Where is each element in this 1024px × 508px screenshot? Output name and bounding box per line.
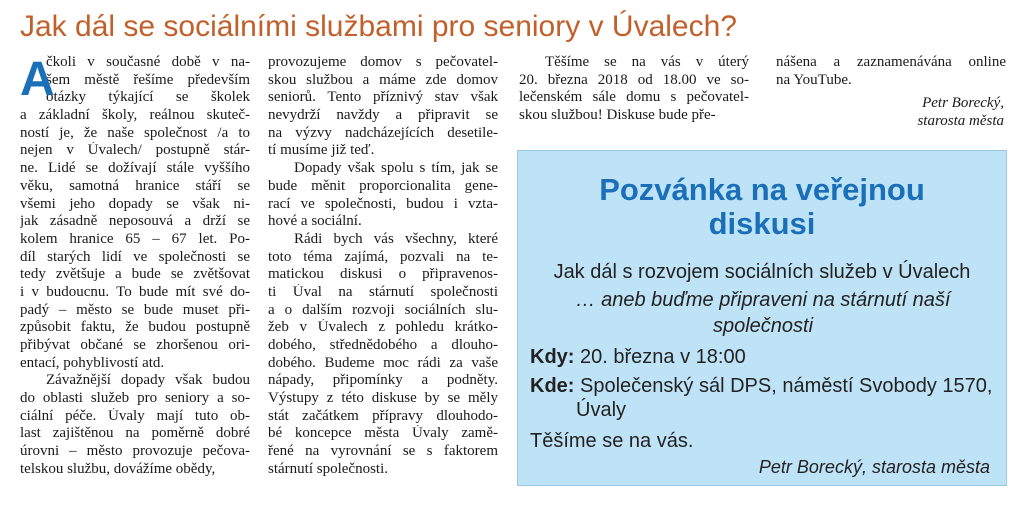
- tagline-line-2: společnosti: [712, 315, 814, 337]
- text-line: skou službou a máme zde domov: [268, 71, 498, 88]
- text-line: na YouTube.: [776, 71, 852, 88]
- text-line: Těšíme se na vás v úterý: [545, 54, 749, 70]
- article-headline: Jak dál se sociálními službami pro seniory v Úvalech?: [20, 10, 737, 43]
- text-line: všemi jeho dopady se však ni-: [20, 195, 250, 212]
- text-line: dobého. Budeme moc rádi za vaše: [268, 354, 498, 371]
- text-line: a o dalším rozvoji sociálních slu-: [268, 301, 498, 318]
- invitation-when: [530, 345, 746, 369]
- dropcap: A: [20, 53, 55, 106]
- invitation-title: [518, 173, 1006, 241]
- text-line: ností je, že naše společnost /a to: [20, 124, 250, 141]
- text-line: telskou službu, dovážíme obědy,: [20, 460, 216, 477]
- text-line: ciální péče. Úvaly mají tuto ob-: [20, 407, 250, 424]
- invitation-closing: Těšíme se na vás.: [530, 430, 694, 452]
- text-line: úrovni – město provozuje pečova-: [20, 443, 250, 460]
- text-line: do oblasti služeb pro seniory a so-: [20, 390, 250, 407]
- text-line: ne. Lidé se dožívají stále vyššího: [20, 160, 250, 177]
- text-line: díl starých lidí ve společnosti se: [20, 248, 250, 265]
- text-line: kolem hranice 65 – 67 let. Po-: [20, 230, 250, 247]
- where-value: Společenský sál DPS, náměstí Svobody 1570,: [580, 375, 993, 397]
- invitation-title-line-1: Pozvánka na veřejnou: [599, 172, 925, 207]
- text-line: otázky týkající se školek: [46, 89, 250, 106]
- text-line: a základní školy, reálnou skuteč-: [20, 107, 250, 124]
- text-line: hové a sociální.: [268, 213, 362, 230]
- signature-role: starosta města: [917, 113, 1004, 129]
- text-line: Rádi bych vás všechny, které: [294, 230, 498, 247]
- text-line: matickou diskusi o připravenos-: [268, 266, 498, 283]
- text-line: nášena a zaznamenávána online: [776, 54, 1006, 70]
- text-line: čkoli v současné době v na-: [46, 54, 250, 70]
- text-line: seniorů. Tento příznivý stav však: [268, 89, 498, 106]
- article-column-2: [268, 54, 498, 479]
- text-line: bé koncepce města Úvaly zamě-: [268, 425, 498, 442]
- text-line: Závažnější dopady však budou: [46, 372, 250, 389]
- invitation-where: [530, 374, 992, 398]
- when-label: Kdy:: [530, 346, 575, 368]
- invitation-signature: Petr Borecký, starosta města: [758, 457, 990, 477]
- text-line: tedy zvětšuje a bude se zvětšovat: [20, 266, 250, 283]
- text-line: přibývat občané se zhoršenou ori-: [20, 337, 250, 353]
- text-line: nevydrží navždy a připravit se: [268, 107, 498, 124]
- text-line: rací ve společnosti, budou i vzta-: [268, 195, 498, 212]
- when-value: 20. března v 18:00: [580, 346, 746, 368]
- text-line: Dopady však spolu s tím, jak se: [294, 160, 498, 177]
- text-line: na výzvy nadcházejících desetile-: [268, 124, 498, 141]
- text-line: tí musíme již teď.: [268, 142, 375, 159]
- article-signature: [784, 94, 1004, 130]
- invitation-where-line-2: [576, 398, 626, 422]
- signature-name: Petr Borecký,: [922, 95, 1004, 111]
- text-line: ti Úval na stárnutí společnosti: [268, 283, 498, 300]
- where-label: Kde:: [530, 375, 575, 397]
- where-value-town: Úvaly: [576, 399, 627, 421]
- article-column-3: [519, 54, 749, 125]
- text-line: provozujeme domov s pečovatel-: [268, 54, 498, 70]
- invitation-title-line-2: diskusi: [708, 206, 816, 241]
- text-line: i v budoucnu. To bude mít své do-: [20, 283, 250, 300]
- text-line: způsobit faktu, že budou postupně: [20, 319, 250, 336]
- text-line: stárnutí společnosti.: [268, 460, 388, 477]
- text-line: toto téma zajímá, pozvali na te-: [268, 248, 498, 265]
- text-line: nápady, připomínky a podněty.: [268, 372, 498, 389]
- invitation-tagline: [538, 287, 988, 339]
- tagline-line-1: … aneb buďme připraveni na stárnutí naší: [575, 289, 951, 311]
- text-line: dobého, střednědobého a dlouho-: [268, 337, 498, 353]
- text-line: lečenském sále domu s pečovatel-: [519, 89, 749, 106]
- text-line: padý – město se bude muset při-: [20, 301, 250, 318]
- text-line: věku, samotná hranice stáří se: [20, 177, 250, 194]
- text-line: jak zásadně neposouvá a drží se: [20, 213, 250, 230]
- text-line: žeb v Úvalech z pohledu krátko-: [268, 319, 498, 336]
- text-line: skou službou! Diskuse bude pře-: [519, 107, 716, 124]
- text-line: šem městě řešíme především: [46, 71, 250, 88]
- invitation-subtitle: Jak dál s rozvojem sociálních služeb v Úvalech: [553, 261, 971, 283]
- article-column-1: [20, 54, 250, 479]
- text-line: nejen v Úvalech/ postupně stár-: [20, 142, 250, 159]
- text-line: Výstupy z této diskuse by se měly: [268, 390, 498, 407]
- article-column-4: [776, 54, 1006, 89]
- text-line: bude měnit proporcionalita gene-: [268, 177, 498, 194]
- text-line: stát začátkem přípravy dlouhodo-: [268, 407, 498, 424]
- text-line: last zajištěnou na poměrně dobré: [20, 425, 250, 442]
- text-line: 20. března 2018 od 18.00 ve so-: [519, 71, 749, 88]
- text-line: řené na vyrovnání se s faktorem: [268, 443, 498, 460]
- text-line: entací, pohyblivostí atd.: [20, 354, 165, 371]
- invitation-box: [517, 150, 1007, 486]
